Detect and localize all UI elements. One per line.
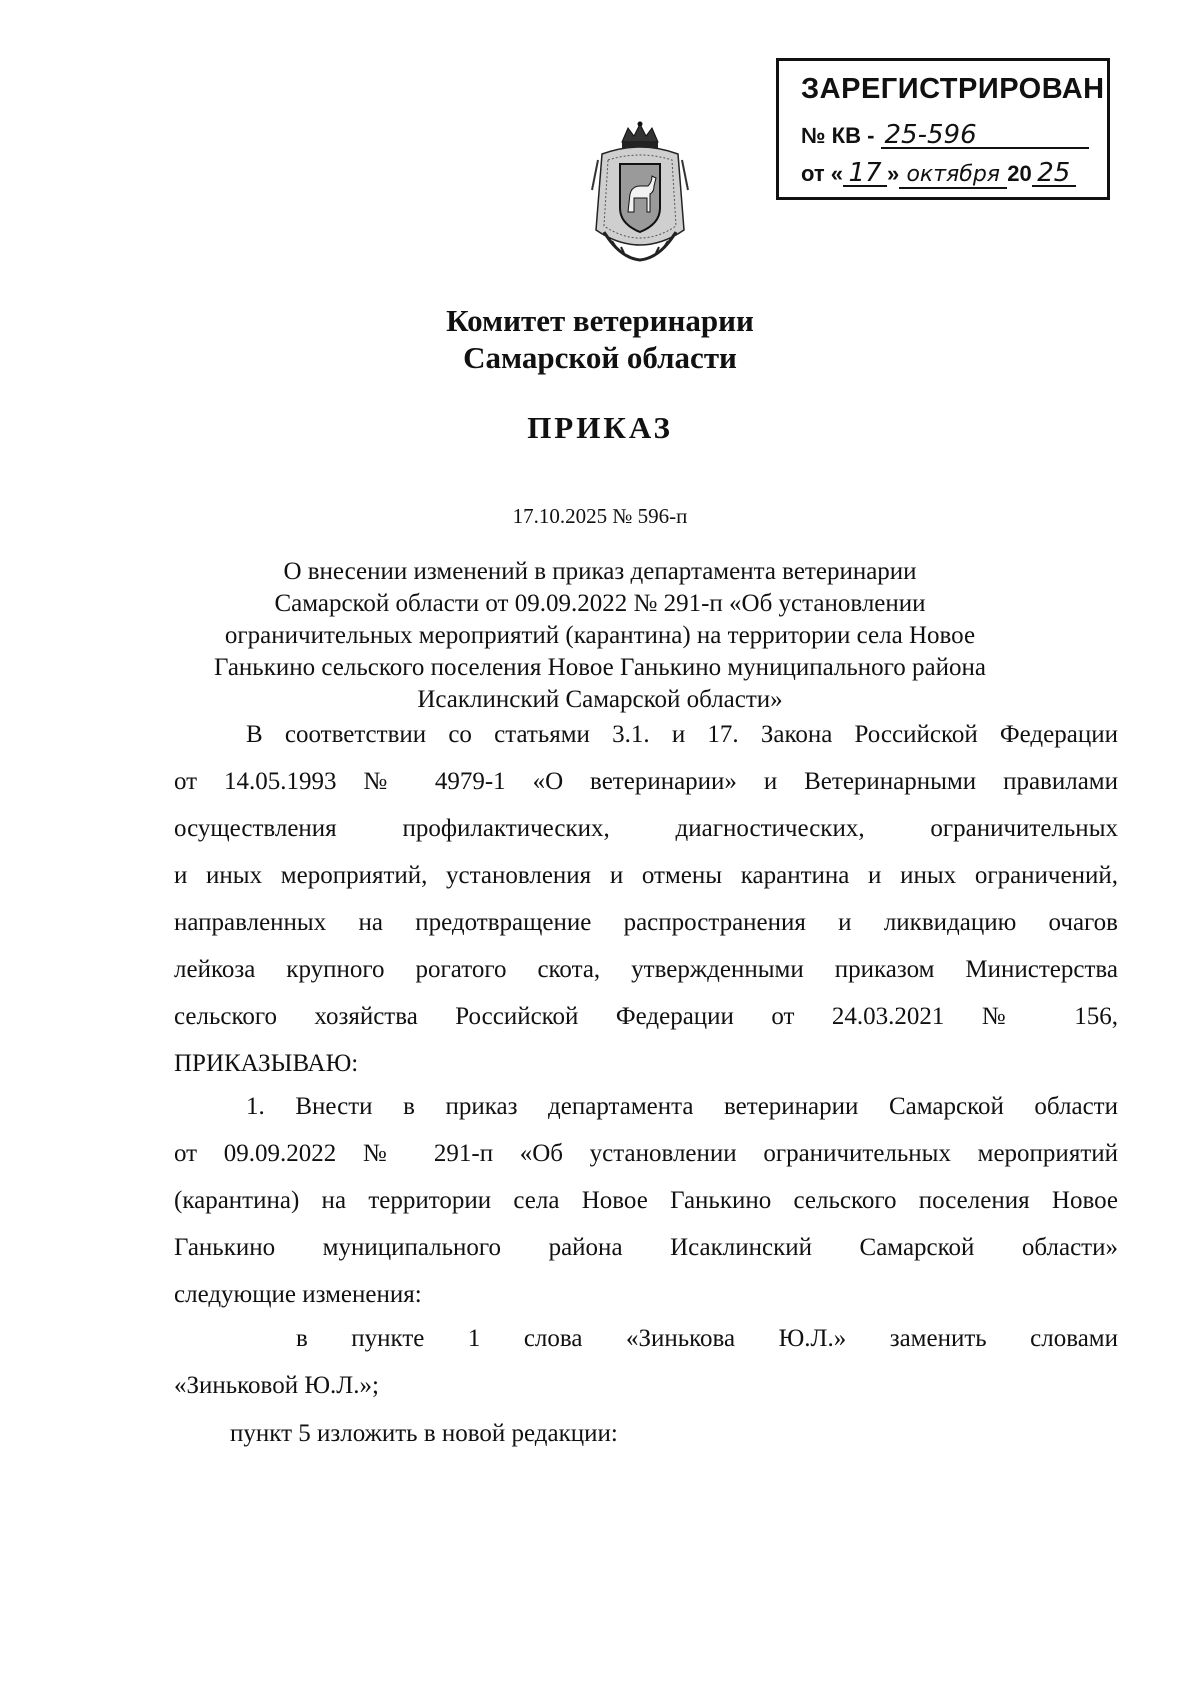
order-subject xyxy=(150,556,1050,716)
subject-line: О внесении изменений в приказ департамента ветеринарии xyxy=(283,558,917,585)
preamble-line: осуществления профилактических, диагностических, ограничительных xyxy=(174,815,1118,842)
stamp-number-line xyxy=(801,120,1089,150)
subject-line: ограничительных мероприятий (карантина) на территории села Новое xyxy=(224,622,976,649)
preamble-line: направленных на предотвращение распространения и ликвидацию очагов xyxy=(174,909,1118,936)
change-2-line: пункт 5 изложить в новой редакции: xyxy=(230,1420,618,1447)
order-date-number: 17.10.2025 № 596-п xyxy=(512,504,688,528)
preamble-line: ПРИКАЗЫВАЮ: xyxy=(174,1050,359,1077)
item-1-paragraph xyxy=(174,1083,1118,1318)
preamble-line: и иных мероприятий, установления и отмены карантина и иных ограничений, xyxy=(174,862,1118,889)
preamble-paragraph xyxy=(174,711,1118,1087)
stamp-number-value: 25-596 xyxy=(881,123,1089,149)
document-type-title: ПРИКАЗ xyxy=(527,410,673,445)
stamp-date-prefix: от « xyxy=(801,161,844,186)
stamp-number-label: № КВ - xyxy=(801,123,875,148)
change-2-paragraph xyxy=(174,1410,1118,1457)
org-name-line2: Самарской области xyxy=(463,340,737,375)
item-1-line: 1. Внести в приказ департамента ветеринарии Самарской области xyxy=(246,1093,1118,1120)
stamp-month-value: октября xyxy=(899,163,1007,189)
subject-line: Ганькино сельского поселения Новое Ганькино муниципального района xyxy=(214,654,986,681)
org-name-line1: Комитет ветеринарии xyxy=(446,303,754,338)
stamp-year-prefix: 20 xyxy=(1007,161,1032,186)
preamble-line: сельского хозяйства Российской Федерации от 24.03.2021 № 156, xyxy=(174,1003,1118,1030)
preamble-line: от 14.05.1993 № 4979-1 «О ветеринарии» и Ветеринарными правилами xyxy=(174,768,1118,795)
item-1-line: от 09.09.2022 № 291-п «Об установлении ограничительных мероприятий xyxy=(174,1140,1118,1167)
item-1-line: следующие изменения: xyxy=(174,1281,422,1308)
change-1-line: «Зиньковой Ю.Л.»; xyxy=(174,1372,379,1399)
stamp-date-line xyxy=(801,158,1076,189)
coat-of-arms-emblem xyxy=(580,120,700,270)
stamp-title: ЗАРЕГИСТРИРОВАН xyxy=(801,73,1105,105)
item-1-line: (карантина) на территории села Новое Ганькино сельского поселения Новое xyxy=(174,1187,1118,1214)
registration-stamp xyxy=(776,58,1110,200)
change-1-paragraph xyxy=(174,1315,1118,1409)
subject-line: Исаклинский Самарской области» xyxy=(417,686,783,713)
stamp-day-close: » xyxy=(887,161,900,186)
stamp-day-value: 17 xyxy=(843,161,887,187)
preamble-line: лейкоза крупного рогатого скота, утвержденными приказом Министерства xyxy=(174,956,1118,983)
preamble-line: В соответствии со статьями 3.1. и 17. Закона Российской Федерации xyxy=(246,721,1118,748)
change-1-line: в пункте 1 слова «Зинькова Ю.Л.» заменить словами xyxy=(296,1325,1118,1352)
subject-line: Самарской области от 09.09.2022 № 291-п «Об установлении xyxy=(274,590,926,617)
item-1-line: Ганькино муниципального района Исаклинский Самарской области» xyxy=(174,1234,1118,1261)
stamp-year-value: 25 xyxy=(1032,161,1076,187)
